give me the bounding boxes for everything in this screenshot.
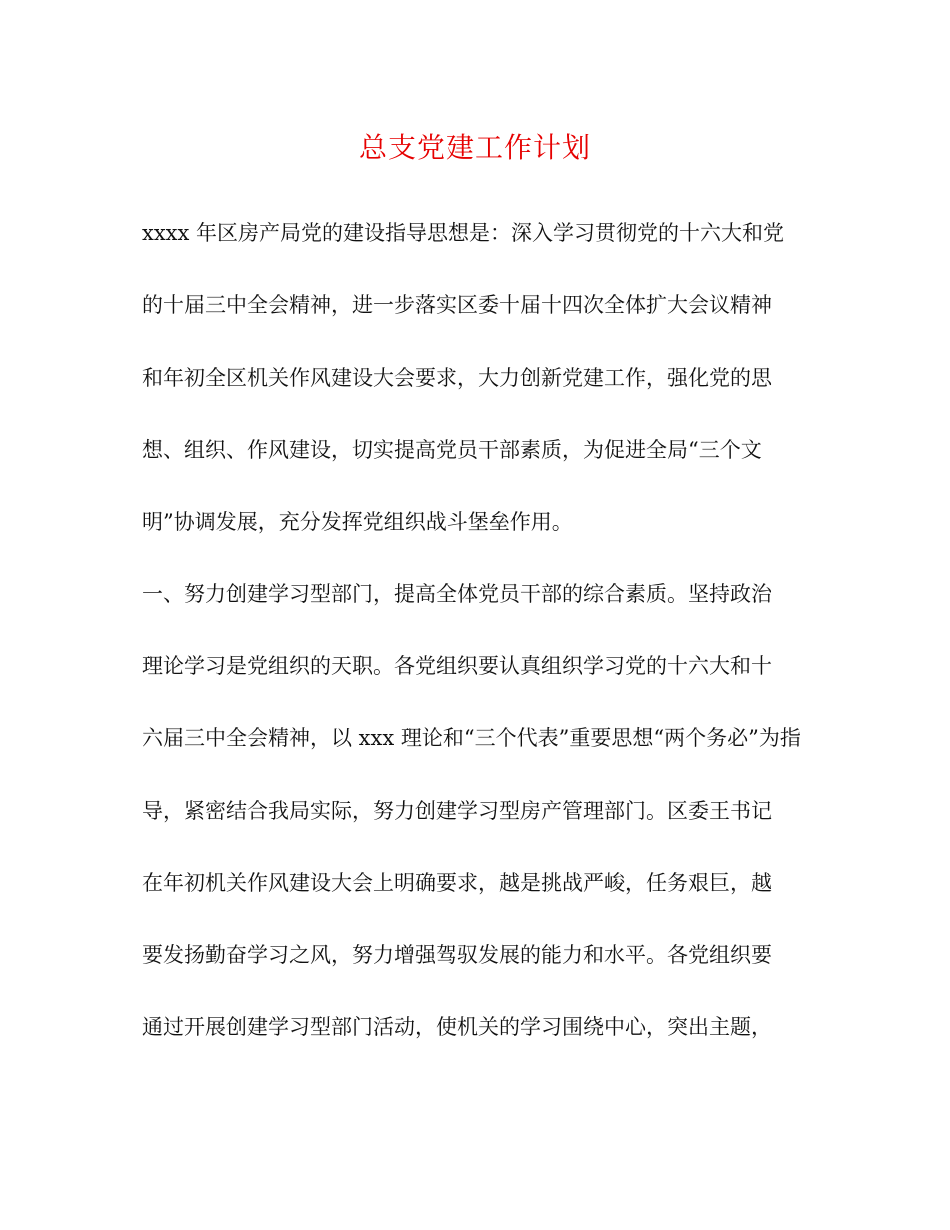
- text-line: 六届三中全会精神，以 xxx 理论和“三个代表”重要思想“两个务必”为指: [142, 726, 801, 750]
- text-line: 明”协调发展，充分发挥党组织战斗堡垒作用。: [142, 510, 573, 534]
- text-line: 和年初全区机关作风建设大会要求，大力创新党建工作，强化党的思: [142, 366, 772, 390]
- text-line: 一、努力创建学习型部门，提高全体党员干部的综合素质。坚持政治: [142, 582, 772, 606]
- text-line: xxxx 年区房产局党的建设指导思想是：深入学习贯彻党的十六大和党: [142, 221, 785, 245]
- text-line: 的十届三中全会精神，进一步落实区委十届十四次全体扩大会议精神: [142, 293, 772, 317]
- text-line: 在年初机关作风建设大会上明确要求，越是挑战严峻，任务艰巨，越: [142, 871, 772, 895]
- text-line: 理论学习是党组织的天职。各党组织要认真组织学习党的十六大和十: [142, 654, 772, 678]
- text-line: 导，紧密结合我局实际，努力创建学习型房产管理部门。区委王书记: [142, 799, 772, 823]
- text-line: 要发扬勤奋学习之风，努力增强驾驭发展的能力和水平。各党组织要: [142, 943, 772, 967]
- document-title: 总支党建工作计划: [358, 131, 591, 164]
- text-line: 通过开展创建学习型部门活动，使机关的学习围绕中心，突出主题，: [142, 1015, 772, 1039]
- text-line: 想、组织、作风建设，切实提高党员干部素质，为促进全局“三个文: [142, 438, 762, 462]
